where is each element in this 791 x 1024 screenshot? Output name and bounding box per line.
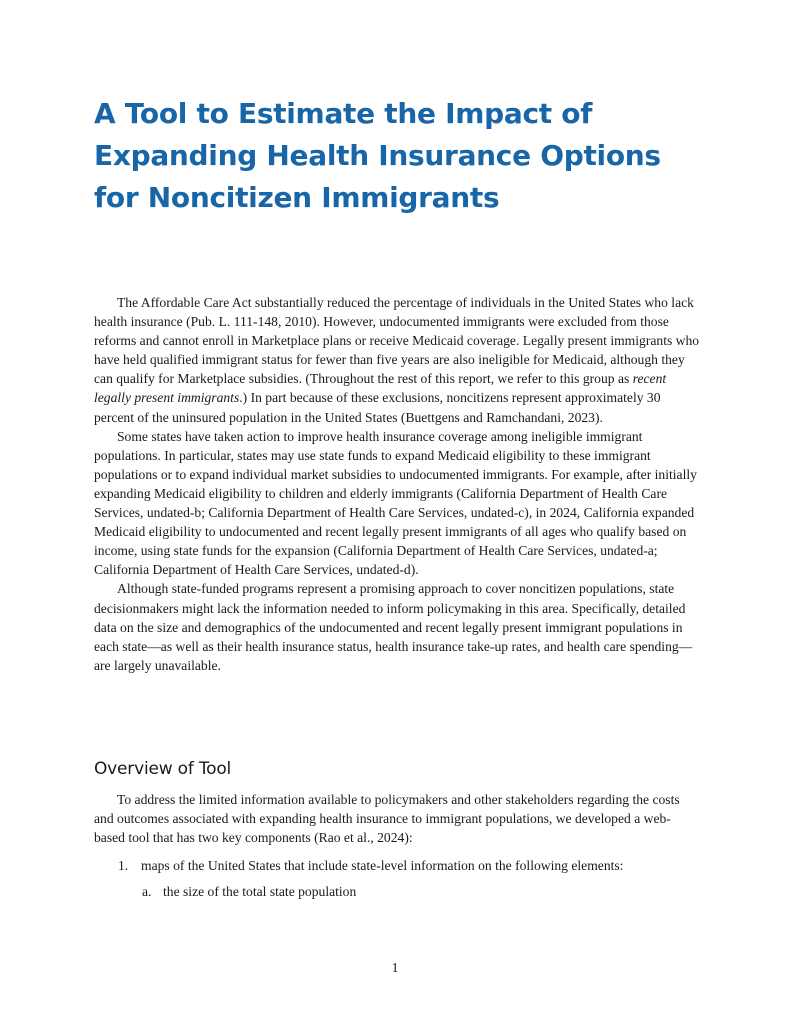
title-line: for Noncitizen Immigrants [94, 181, 500, 214]
page-number: 1 [391, 960, 399, 975]
title-line: A Tool to Estimate the Impact of [94, 97, 593, 130]
emphasized-term: recent legally present immigrants [94, 371, 667, 406]
overview-section [94, 790, 700, 847]
list-item-text: the size of the total state population [163, 884, 357, 899]
list-marker: 1. [118, 858, 129, 873]
paragraph-text: .) In part because of these exclusions, noncitizens represent approximately 30 percent of the uninsured population in the United States (Buettgens and Ramchandani, 2023). [94, 390, 661, 425]
numbered-list-item [118, 856, 700, 875]
title-line: Expanding Health Insurance Options [94, 139, 661, 172]
intro-section [94, 293, 700, 675]
list-marker: a. [142, 884, 152, 899]
intro-paragraph: Some states have taken action to improve health insurance coverage among ineligible immigrant populations. In particular, states may use state funds to expand Medicaid eligibility to these immigrant populations or to expand individual market subsidies to undocumented immigrants. For example, after initially expanding Medicaid eligibility to children and elderly immigrants (California Department of Health Care Services, undated-b; California Department of Health Care Services, undated-c), in 2024, California expanded Medicaid eligibility to undocumented and recent legally present immigrants of all ages who qualify based on income, using state funds for the expansion (California Department of Health Care Services, undated-a; California Department of Health Care Services, undated-d). [94, 428, 697, 578]
section-heading: Overview of Tool [94, 759, 232, 779]
overview-paragraph: To address the limited information available to policymakers and other stakeholders regarding the costs and outcomes associated with expanding health insurance to immigrant populations, we developed a web-based tool that has two key components (Rao et al., 2024): [94, 792, 680, 846]
intro-paragraph: Although state-funded programs represent a promising approach to cover noncitizen populations, state decisionmakers might lack the information needed to inform policymaking in this area. Specifically, detailed data on the size and demographics of the undocumented and recent legally present immigrant populations in each state—as well as their health insurance status, health insurance take-up rates, and health care spending—are largely unavailable. [94, 581, 693, 673]
lettered-list-item [142, 882, 700, 901]
paragraph-text: The Affordable Care Act substantially reduced the percentage of individuals in the United States who lack health insurance (Pub. L. 111-148, 2010). However, undocumented immigrants were excluded from those reforms and cannot enroll in Marketplace plans or receive Medicaid coverage. Legally present immigrants who have held qualified immigrant status for fewer than five years are also ineligible for Medicaid, although they can qualify for Marketplace subsidies. (Throughout the rest of this report, we refer to this group as [94, 295, 700, 387]
document-title [94, 93, 734, 219]
intro-paragraph [94, 293, 700, 427]
list-item-text: maps of the United States that include state-level information on the following elements: [141, 858, 624, 873]
